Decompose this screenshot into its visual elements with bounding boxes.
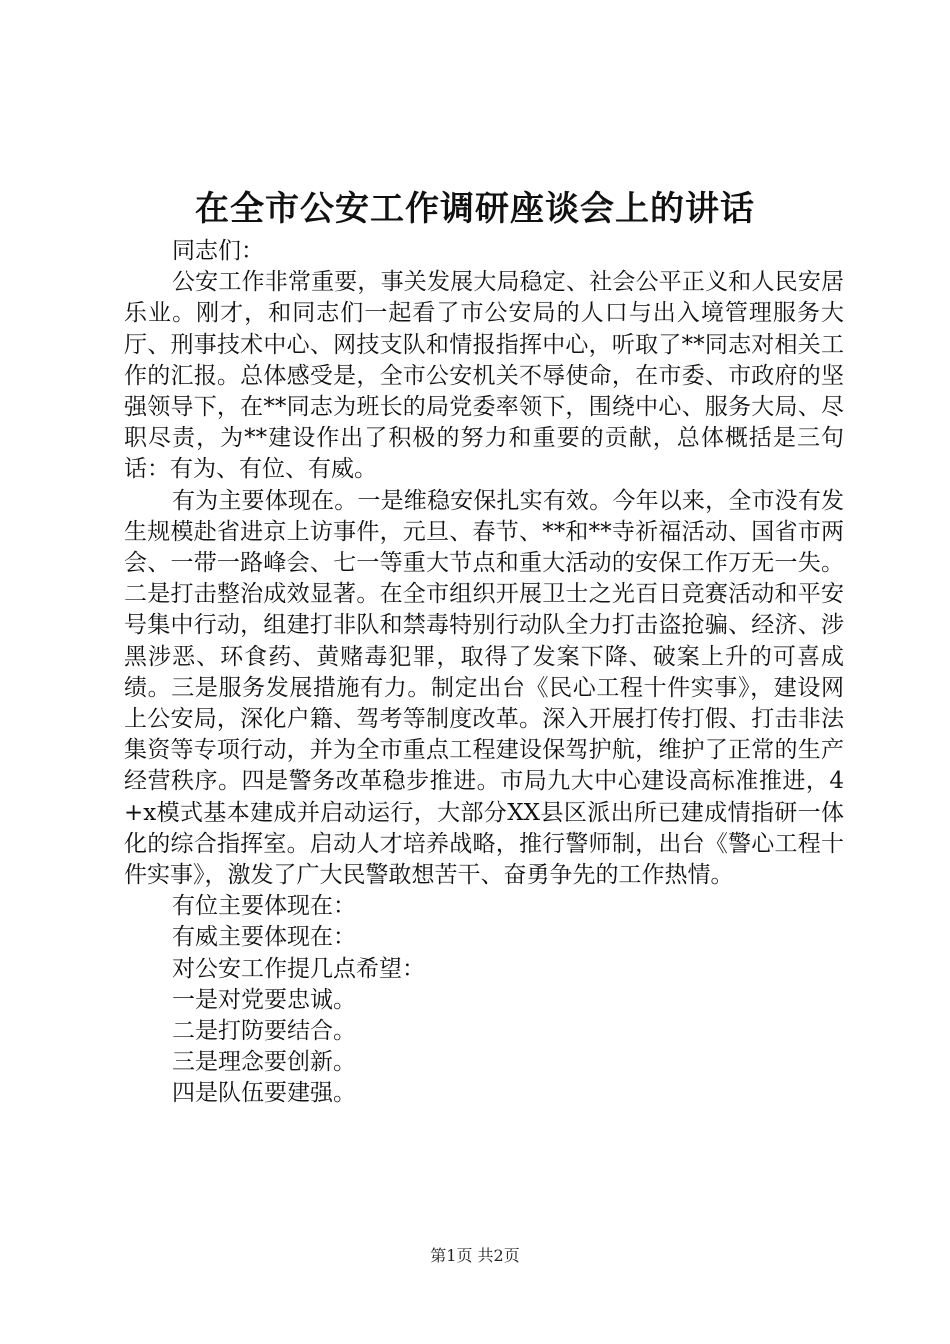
paragraph-achievements: 有为主要体现在。一是维稳安保扎实有效。今年以来，全市没有发生规模赴省进京上访事件，元旦、春节、**和**寺祈福活动、国省市两会、一带一路峰会、七一等重大节点和重大活动的安保工作万无一失。二是打击整治成效显著。在全市组织开展卫士之光百日竞赛活动和平安号集中行动，组建打非队和禁毒特别行动队全力打击盗抢骗、经济、涉黑涉恶、环食药、黄赌毒犯罪，取得了发案下降、破案上升的可喜成绩。三是服务发展措施有力。制定出台《民心工程十件实事》，建设网上公安局，深化户籍、驾考等制度改革。深入开展打传打假、打击非法集资等专项行动，并为全市重点工程建设保驾护航，维护了正常的生产经营秩序。四是警务改革稳步推进。市局九大中心建设高标准推进，4+x模式基本建成并启动运行，大部分XX县区派出所已建成情指研一体化的综合指挥室。启动人才培养战略，推行警师制，出台《警心工程十件实事》，激发了广大民警敢想苦干、奋勇争先的工作热情。 xyxy=(124,487,844,889)
paragraph-intro: 公安工作非常重要，事关发展大局稳定、社会公平正义和人民安居乐业。刚才，和同志们一起看了市公安局的人口与出入境管理服务大厅、刑事技术中心、网技支队和情报指挥中心，听取了**同志对相关工作的汇报。总体感受是，全市公安机关不辱使命，在市委、市政府的坚强领导下，在**同志为班长的局党委率领下，围绕中心、服务大局、尽职尽责，为**建设作出了积极的努力和重要的贡献，总体概括是三句话：有为、有位、有威。 xyxy=(124,269,844,483)
hope-item-2: 二是打防要结合。 xyxy=(172,1018,356,1045)
hope-item-3: 三是理念要创新。 xyxy=(172,1049,356,1076)
heading-you-wei-prestige: 有威主要体现在： xyxy=(172,924,356,951)
heading-you-wei-position: 有位主要体现在： xyxy=(172,893,356,920)
heading-hopes: 对公安工作提几点希望： xyxy=(172,955,425,982)
hope-item-1: 一是对党要忠诚。 xyxy=(172,986,356,1013)
salutation: 同志们： xyxy=(172,238,264,264)
hope-item-4: 四是队伍要建强。 xyxy=(172,1080,356,1107)
page-indicator: 第1页 共2页 xyxy=(430,1246,520,1265)
document-body xyxy=(124,236,844,1110)
document-title: 在全市公安工作调研座谈会上的讲话 xyxy=(195,189,755,229)
